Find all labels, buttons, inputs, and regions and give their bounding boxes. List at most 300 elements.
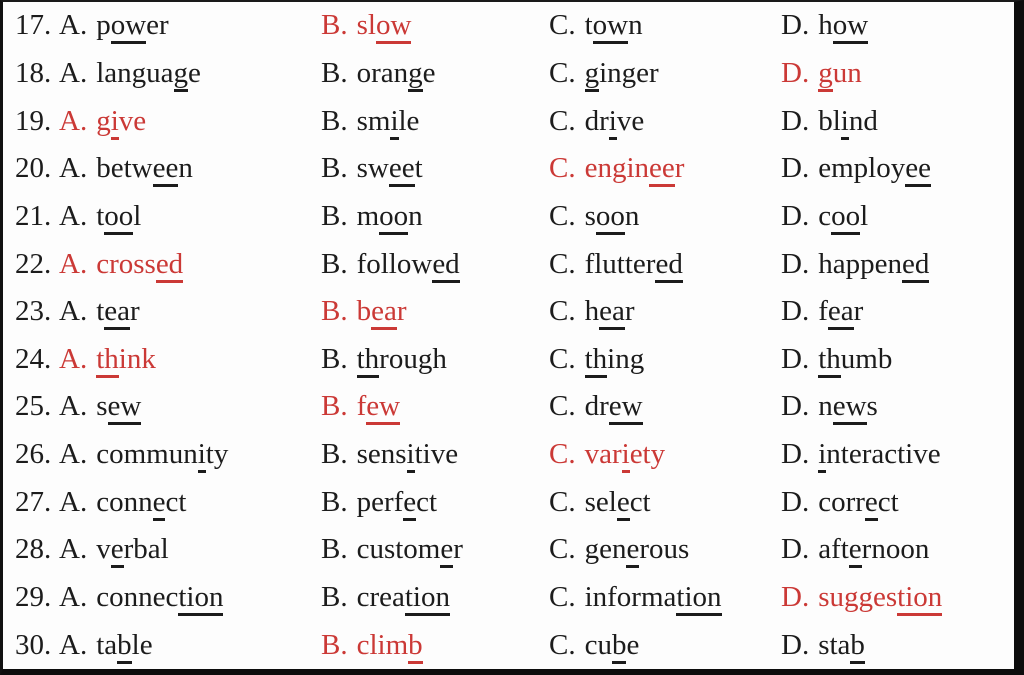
option-c (549, 57, 659, 89)
underlined-letters: i (818, 438, 826, 473)
option-word: gun (818, 57, 862, 92)
underlined-letters: i (622, 438, 630, 473)
option-word: thumb (818, 343, 892, 378)
option-a (59, 438, 228, 470)
option-d (781, 581, 942, 613)
option-letter: D. (781, 438, 810, 471)
option-cell-d (781, 152, 1014, 185)
question-row (15, 50, 1014, 98)
underlined-letters: i (407, 438, 415, 473)
question-row (15, 335, 1014, 383)
option-d (781, 343, 892, 375)
option-d (781, 200, 868, 232)
underlined-letters: e (153, 486, 166, 521)
option-word: between (96, 152, 193, 187)
underlined-letters: oo (379, 200, 408, 235)
option-word: perfect (357, 486, 438, 521)
option-cell-b (321, 248, 549, 281)
option-d (781, 295, 863, 327)
option-b (321, 581, 450, 613)
option-cell-c (549, 9, 781, 42)
question-number: 30. (15, 628, 52, 661)
question-row (15, 621, 1014, 669)
option-word: connect (96, 486, 186, 521)
option-cell-d (781, 343, 1014, 376)
option-b (321, 152, 423, 184)
option-word: stab (818, 629, 865, 664)
option-word: climb (357, 629, 423, 664)
option-letter: D. (781, 9, 810, 42)
option-word: tool (96, 200, 141, 235)
option-cell-b (321, 295, 549, 328)
underlined-letters: oo (831, 200, 860, 235)
question-number: 28. (15, 533, 52, 566)
option-cell-b (321, 105, 549, 138)
option-letter: A. (59, 56, 88, 89)
option-word: customer (357, 533, 463, 568)
underlined-letters: ed (655, 248, 682, 283)
option-cell-d (781, 9, 1014, 42)
underlined-letters: i (609, 105, 617, 140)
underlined-letters: e (403, 486, 416, 521)
underlined-letters: ew (609, 390, 643, 425)
option-letter: D. (781, 390, 810, 423)
underlined-letters: i (390, 105, 398, 140)
underlined-letters: ee (389, 152, 415, 187)
question-number: 22. (15, 247, 52, 280)
option-d (781, 629, 865, 661)
option-letter: D. (781, 152, 810, 185)
option-b (321, 438, 458, 470)
underlined-letters: ea (104, 295, 130, 330)
option-word: creation (357, 581, 450, 616)
option-a (59, 343, 156, 375)
option-d (781, 9, 868, 41)
option-c (549, 105, 644, 137)
option-word: bear (357, 295, 407, 330)
option-a (59, 486, 186, 518)
option-letter: C. (549, 247, 576, 280)
question-row (15, 574, 1014, 622)
option-d (781, 438, 941, 470)
option-cell-b (321, 200, 549, 233)
option-word: suggestion (818, 581, 942, 616)
option-word: generous (585, 533, 690, 568)
question-number: 24. (15, 342, 52, 375)
option-word: through (357, 343, 447, 378)
option-word: moon (357, 200, 423, 235)
option-word: engineer (585, 152, 685, 187)
option-letter: A. (59, 581, 88, 613)
underlined-letters: ea (599, 295, 625, 330)
question-number: 18. (15, 56, 52, 89)
option-letter: C. (549, 9, 576, 42)
option-d (781, 533, 929, 565)
underlined-letters: ea (828, 295, 854, 330)
underlined-letters: ee (905, 152, 931, 187)
question-number: 20. (15, 152, 52, 185)
option-letter: D. (781, 247, 810, 280)
option-letter: D. (781, 104, 810, 137)
option-a (59, 200, 141, 232)
option-letter: B. (321, 104, 348, 137)
question-number: 23. (15, 295, 52, 328)
option-a (59, 152, 193, 184)
underlined-letters: e (111, 533, 124, 568)
option-cell-a (15, 105, 321, 138)
option-word: soon (585, 200, 640, 235)
option-letter: D. (781, 485, 810, 518)
option-cell-a (15, 57, 321, 90)
option-a (59, 533, 169, 565)
option-c (549, 295, 635, 327)
option-cell-c (549, 57, 781, 90)
option-cell-b (321, 438, 549, 471)
option-cell-a (15, 248, 321, 281)
option-word: interactive (818, 438, 940, 473)
option-cell-b (321, 152, 549, 185)
underlined-letters: g (174, 57, 189, 92)
underlined-letters: ew (833, 390, 867, 425)
underlined-letters: e (617, 486, 630, 521)
option-word: few (357, 390, 401, 425)
underlined-letters: ed (432, 248, 459, 283)
underlined-letters: e (865, 486, 878, 521)
option-letter: D. (781, 533, 810, 566)
question-row (15, 288, 1014, 336)
option-cell-d (781, 57, 1014, 90)
option-cell-a (15, 390, 321, 423)
option-letter: D. (781, 628, 810, 661)
option-letter: B. (321, 56, 348, 89)
option-cell-b (321, 533, 549, 566)
option-c (549, 152, 684, 184)
option-word: community (96, 438, 228, 473)
question-row (15, 383, 1014, 431)
option-letter: B. (321, 581, 348, 613)
option-letter: B. (321, 438, 348, 471)
option-word: hear (585, 295, 635, 330)
underlined-letters: e (626, 533, 639, 568)
underlined-letters: ow (833, 9, 868, 44)
option-word: sensitive (357, 438, 459, 473)
option-cell-a (15, 629, 321, 662)
option-b (321, 105, 419, 137)
option-cell-c (549, 629, 781, 662)
option-word: power (96, 9, 168, 44)
option-cell-b (321, 581, 549, 614)
option-cell-a (15, 9, 321, 42)
option-letter: A. (59, 247, 88, 280)
option-word: smile (357, 105, 420, 140)
option-cell-c (549, 343, 781, 376)
option-cell-b (321, 629, 549, 662)
option-letter: A. (59, 533, 88, 566)
option-c (549, 486, 651, 518)
option-b (321, 343, 447, 375)
option-word: thing (585, 343, 645, 378)
underlined-letters: tion (405, 581, 450, 616)
option-cell-d (781, 486, 1014, 519)
underlined-letters: ow (376, 9, 411, 44)
underlined-letters: i (111, 105, 119, 140)
option-word: crossed (96, 248, 183, 283)
option-letter: B. (321, 485, 348, 518)
option-cell-b (321, 9, 549, 42)
option-cell-d (781, 629, 1014, 662)
option-b (321, 248, 460, 280)
option-cell-a (15, 438, 321, 471)
underlined-letters: b (612, 629, 627, 664)
option-word: sew (96, 390, 141, 425)
option-cell-a (15, 486, 321, 519)
option-a (59, 295, 140, 327)
underlined-letters: th (818, 343, 841, 378)
option-a (59, 105, 146, 137)
option-word: information (585, 581, 722, 616)
option-b (321, 9, 411, 41)
question-row (15, 240, 1014, 288)
question-number: 17. (15, 9, 52, 42)
option-cell-b (321, 486, 549, 519)
option-b (321, 200, 423, 232)
option-letter: D. (781, 581, 810, 613)
option-a (59, 248, 183, 280)
option-letter: D. (781, 199, 810, 232)
option-cell-a (15, 295, 321, 328)
option-word: cube (585, 629, 640, 664)
option-letter: C. (549, 438, 576, 471)
question-number: 29. (15, 581, 52, 613)
question-row (15, 145, 1014, 193)
option-letter: D. (781, 295, 810, 328)
option-letter: C. (549, 533, 576, 566)
option-cell-a (15, 200, 321, 233)
option-cell-b (321, 390, 549, 423)
option-letter: C. (549, 342, 576, 375)
option-d (781, 486, 899, 518)
option-letter: C. (549, 104, 576, 137)
option-letter: B. (321, 199, 348, 232)
underlined-letters: ed (902, 248, 929, 283)
option-cell-c (549, 152, 781, 185)
option-cell-c (549, 295, 781, 328)
option-c (549, 533, 689, 565)
option-cell-c (549, 486, 781, 519)
option-word: language (96, 57, 201, 92)
option-a (59, 9, 169, 41)
option-word: fluttered (585, 248, 683, 283)
option-word: sweet (357, 152, 423, 187)
option-word: connection (96, 581, 223, 616)
option-word: correct (818, 486, 899, 521)
option-word: think (96, 343, 156, 378)
option-word: drive (585, 105, 645, 140)
option-word: fear (818, 295, 863, 330)
underlined-letters: tion (178, 581, 223, 616)
option-cell-d (781, 438, 1014, 471)
underlined-letters: ow (111, 9, 146, 44)
question-row (15, 526, 1014, 574)
underlined-letters: ew (366, 390, 400, 425)
option-b (321, 533, 463, 565)
option-letter: C. (549, 199, 576, 232)
option-d (781, 390, 878, 422)
underlined-letters: ea (371, 295, 397, 330)
option-letter: B. (321, 295, 348, 328)
option-letter: B. (321, 152, 348, 185)
option-word: give (96, 105, 146, 140)
option-c (549, 343, 644, 375)
option-letter: C. (549, 581, 576, 613)
option-cell-c (549, 581, 781, 614)
option-letter: C. (549, 390, 576, 423)
question-row (15, 97, 1014, 145)
option-d (781, 152, 931, 184)
option-letter: A. (59, 104, 88, 137)
option-letter: A. (59, 295, 88, 328)
option-c (549, 629, 639, 661)
underlined-letters: g (585, 57, 600, 92)
option-word: drew (585, 390, 643, 425)
option-letter: C. (549, 152, 576, 185)
option-a (59, 581, 223, 613)
underlined-letters: ee (649, 152, 675, 187)
question-row (15, 193, 1014, 241)
underlined-letters: b (117, 629, 132, 664)
question-list (3, 2, 1014, 669)
question-number: 21. (15, 199, 52, 232)
option-c (549, 248, 683, 280)
option-cell-d (781, 295, 1014, 328)
option-b (321, 486, 437, 518)
underlined-letters: g (408, 57, 423, 92)
underlined-letters: i (841, 105, 849, 140)
option-b (321, 295, 407, 327)
option-letter: A. (59, 438, 88, 471)
option-word: how (818, 9, 868, 44)
option-c (549, 438, 665, 470)
option-cell-b (321, 57, 549, 90)
underlined-letters: ew (108, 390, 142, 425)
option-letter: B. (321, 247, 348, 280)
option-word: variety (585, 438, 666, 473)
option-cell-d (781, 105, 1014, 138)
option-cell-a (15, 152, 321, 185)
option-letter: B. (321, 628, 348, 661)
option-letter: A. (59, 152, 88, 185)
option-c (549, 200, 639, 232)
option-cell-d (781, 581, 1014, 614)
underlined-letters: ow (593, 9, 628, 44)
underlined-letters: i (198, 438, 206, 473)
question-row (15, 2, 1014, 50)
option-letter: C. (549, 295, 576, 328)
question-number: 27. (15, 485, 52, 518)
option-cell-d (781, 248, 1014, 281)
option-word: select (585, 486, 651, 521)
option-cell-a (15, 533, 321, 566)
option-c (549, 581, 722, 613)
option-letter: D. (781, 56, 810, 89)
option-letter: A. (59, 342, 88, 375)
option-cell-a (15, 581, 321, 614)
underlined-letters: ee (153, 152, 179, 187)
option-letter: B. (321, 9, 348, 42)
option-letter: C. (549, 56, 576, 89)
option-word: afternoon (818, 533, 929, 568)
option-word: town (585, 9, 643, 44)
underlined-letters: th (585, 343, 608, 378)
option-d (781, 248, 929, 280)
option-letter: A. (59, 628, 88, 661)
option-b (321, 57, 436, 89)
option-letter: A. (59, 485, 88, 518)
option-word: followed (357, 248, 460, 283)
option-word: blind (818, 105, 878, 140)
underlined-letters: tion (897, 581, 942, 616)
option-letter: A. (59, 9, 88, 42)
option-cell-d (781, 533, 1014, 566)
option-word: cool (818, 200, 868, 235)
option-c (549, 390, 643, 422)
option-word: table (96, 629, 152, 664)
option-cell-c (549, 105, 781, 138)
option-cell-c (549, 200, 781, 233)
option-letter: C. (549, 628, 576, 661)
option-cell-b (321, 343, 549, 376)
option-word: verbal (96, 533, 168, 568)
option-a (59, 57, 201, 89)
underlined-letters: g (818, 57, 833, 92)
question-number: 19. (15, 104, 52, 137)
option-letter: B. (321, 342, 348, 375)
option-letter: A. (59, 390, 88, 423)
option-word: news (818, 390, 878, 425)
option-cell-c (549, 438, 781, 471)
option-cell-d (781, 390, 1014, 423)
option-letter: B. (321, 390, 348, 423)
option-cell-c (549, 390, 781, 423)
underlined-letters: oo (104, 200, 133, 235)
underlined-letters: b (850, 629, 865, 664)
underlined-letters: oo (596, 200, 625, 235)
underlined-letters: th (96, 343, 119, 378)
question-number: 25. (15, 390, 52, 423)
underlined-letters: b (408, 629, 423, 664)
option-b (321, 390, 400, 422)
option-word: orange (357, 57, 436, 92)
option-letter: D. (781, 342, 810, 375)
option-word: tear (96, 295, 139, 330)
question-number: 26. (15, 438, 52, 471)
option-word: ginger (585, 57, 659, 92)
option-b (321, 629, 423, 661)
question-row (15, 478, 1014, 526)
option-a (59, 629, 153, 661)
underlined-letters: ed (156, 248, 183, 283)
option-word: slow (357, 9, 412, 44)
option-d (781, 105, 878, 137)
option-cell-c (549, 533, 781, 566)
underlined-letters: e (849, 533, 862, 568)
option-d (781, 57, 862, 89)
underlined-letters: e (440, 533, 453, 568)
option-word: happened (818, 248, 929, 283)
option-letter: A. (59, 199, 88, 232)
option-letter: B. (321, 533, 348, 566)
option-cell-a (15, 343, 321, 376)
